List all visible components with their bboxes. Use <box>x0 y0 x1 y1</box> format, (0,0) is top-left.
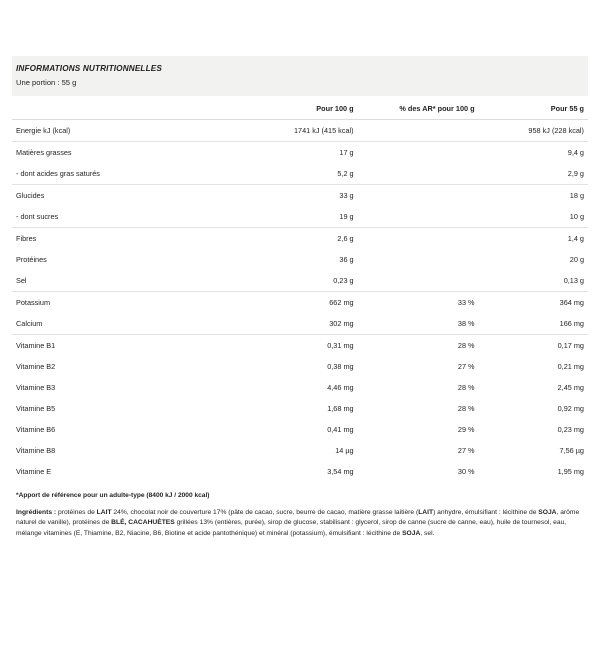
column-header-per-100g: Pour 100 g <box>248 97 357 120</box>
ingredients-segment: protéines de <box>58 509 97 516</box>
value-ar-per-100g <box>358 185 479 207</box>
ingredients-segment: BLÉ, CACAHUÈTES <box>111 519 175 527</box>
nutrient-label: Fibres <box>12 228 248 250</box>
value-per-100g: 0,41 mg <box>327 425 354 434</box>
value-per-100g: 0,31 mg <box>248 335 357 357</box>
value-ar-per-100g <box>358 120 479 142</box>
value-ar-per-100g <box>358 249 479 270</box>
value-per-55g: 0,23 mg <box>557 425 584 434</box>
value-ar-per-100g: 38 % <box>457 319 475 328</box>
nutrient-label: Protéines <box>16 255 47 264</box>
value-per-55g: 2,9 g <box>567 169 584 178</box>
table-row <box>12 440 588 461</box>
nutrient-label: Vitamine B2 <box>16 362 56 371</box>
value-ar-per-100g: 28 % <box>457 404 475 413</box>
ingredients-segment: LAIT <box>418 509 434 516</box>
table-row <box>12 419 588 440</box>
value-per-100g: 0,38 mg <box>327 362 354 371</box>
table-row <box>12 313 588 335</box>
ingredients-segment: 24%, chocolat noir de couverture 17% (pâte de cacao, sucre, beurre de cacao, matière grasse laitière ( <box>111 509 419 516</box>
value-per-55g: 1,95 mg <box>557 467 584 476</box>
value-ar-per-100g: 27 % <box>457 362 475 371</box>
table-row <box>12 356 588 377</box>
value-per-100g: 19 g <box>339 212 354 221</box>
value-per-100g: 302 mg <box>329 319 354 328</box>
value-ar-per-100g <box>358 228 479 250</box>
value-ar-per-100g <box>358 163 479 185</box>
value-ar-per-100g: 29 % <box>457 425 475 434</box>
value-per-55g: 9,4 g <box>479 142 588 164</box>
value-per-100g: 4,46 mg <box>327 383 354 392</box>
value-per-55g: 0,13 g <box>563 276 584 285</box>
value-ar-per-100g: 28 % <box>358 335 479 357</box>
value-per-100g: 3,54 mg <box>327 467 354 476</box>
value-ar-per-100g: 28 % <box>457 383 475 392</box>
nutrient-label: Calcium <box>16 319 43 328</box>
nutrient-label: Vitamine B6 <box>16 425 56 434</box>
value-ar-per-100g <box>358 270 479 292</box>
table-row <box>12 335 588 357</box>
nutrient-label: Vitamine E <box>16 467 52 476</box>
nutrition-page <box>0 56 600 656</box>
column-header-per-55g: Pour 55 g <box>479 97 588 120</box>
value-per-100g: 17 g <box>248 142 357 164</box>
value-per-55g: 958 kJ (228 kcal) <box>479 120 588 142</box>
value-per-55g: 2,45 mg <box>557 383 584 392</box>
value-per-55g: 0,92 mg <box>557 404 584 413</box>
ingredients-segment: SOJA <box>538 509 557 516</box>
table-row <box>12 461 588 482</box>
nutrient-label: Sel <box>16 276 27 285</box>
table-row <box>12 292 588 314</box>
value-per-100g: 662 mg <box>248 292 357 314</box>
value-per-55g: 166 mg <box>559 319 584 328</box>
table-row <box>12 377 588 398</box>
value-per-100g: 2,6 g <box>248 228 357 250</box>
value-per-55g: 0,21 mg <box>557 362 584 371</box>
nutrient-label: - dont acides gras saturés <box>16 169 100 178</box>
nutrient-label: Energie kJ (kcal) <box>12 120 248 142</box>
table-row <box>12 120 588 142</box>
value-ar-per-100g: 27 % <box>457 446 475 455</box>
table-row <box>12 228 588 250</box>
value-per-55g: 0,17 mg <box>479 335 588 357</box>
value-ar-per-100g <box>358 206 479 228</box>
ingredients-segment: , sel. <box>420 529 435 537</box>
column-header-ar-per-100g: % des AR* pour 100 g <box>358 97 479 120</box>
value-per-100g: 14 µg <box>335 446 354 455</box>
nutrient-label: Vitamine B3 <box>16 383 56 392</box>
ingredients-segment: LAIT <box>96 509 112 516</box>
ingredients-paragraph <box>16 508 584 539</box>
nutrient-label: - dont sucres <box>16 212 59 221</box>
value-per-100g: 33 g <box>248 185 357 207</box>
value-per-55g: 364 mg <box>479 292 588 314</box>
value-ar-per-100g: 30 % <box>457 467 475 476</box>
portion-size: Une portion : 55 g <box>16 78 77 87</box>
ingredients-segment: grillées 13% (entières, purée), sirop de glucose, stabilisant : glycerol, sirop de canne (sucre de canne, eau), huile de tournesol, eau, mélange vitamines (E, Thiamine, B2, Niacine, B6, Biotine et acide pantothénique) et minéral (potassium), émulsifiant : lécithine de <box>16 519 567 537</box>
value-per-100g: 5,2 g <box>337 169 354 178</box>
table-row <box>12 185 588 207</box>
ingredients-segment: SOJA <box>402 529 421 537</box>
value-per-100g: 36 g <box>339 255 354 264</box>
table-row <box>12 206 588 228</box>
nutrition-header <box>12 56 588 96</box>
value-per-55g: 20 g <box>569 255 584 264</box>
table-row <box>12 398 588 419</box>
nutrition-table-body <box>12 120 588 483</box>
nutrition-table <box>12 97 588 482</box>
value-per-55g: 18 g <box>479 185 588 207</box>
value-per-100g: 1,68 mg <box>327 404 354 413</box>
nutrient-label: Matières grasses <box>12 142 248 164</box>
value-per-55g: 1,4 g <box>479 228 588 250</box>
nutrient-label: Vitamine B8 <box>16 446 56 455</box>
table-row <box>12 249 588 270</box>
nutrition-title: INFORMATIONS NUTRITIONNELLES <box>16 64 162 73</box>
column-header-label <box>12 97 248 120</box>
nutrient-label: Glucides <box>12 185 248 207</box>
nutrient-label: Vitamine B1 <box>12 335 248 357</box>
value-per-100g: 0,23 g <box>333 276 354 285</box>
table-row <box>12 163 588 185</box>
reference-intake-footnote: *Apport de référence pour un adulte-type (8400 kJ / 2000 kcal) <box>16 492 210 499</box>
table-row <box>12 270 588 292</box>
value-per-100g: 1741 kJ (415 kcal) <box>248 120 357 142</box>
value-per-55g: 10 g <box>569 212 584 221</box>
nutrient-label: Vitamine B5 <box>16 404 56 413</box>
ingredients-segment: Ingrédients : <box>16 509 58 516</box>
table-header-row <box>12 97 588 120</box>
ingredients-segment: , arôme naturel de vanille), protéines de <box>16 509 580 527</box>
value-ar-per-100g: 33 % <box>358 292 479 314</box>
value-per-55g: 7,56 µg <box>559 446 584 455</box>
table-row <box>12 142 588 164</box>
value-ar-per-100g <box>358 142 479 164</box>
nutrient-label: Potassium <box>12 292 248 314</box>
ingredients-segment: ) anhydre, émulsifiant : lécithine de <box>433 509 539 516</box>
